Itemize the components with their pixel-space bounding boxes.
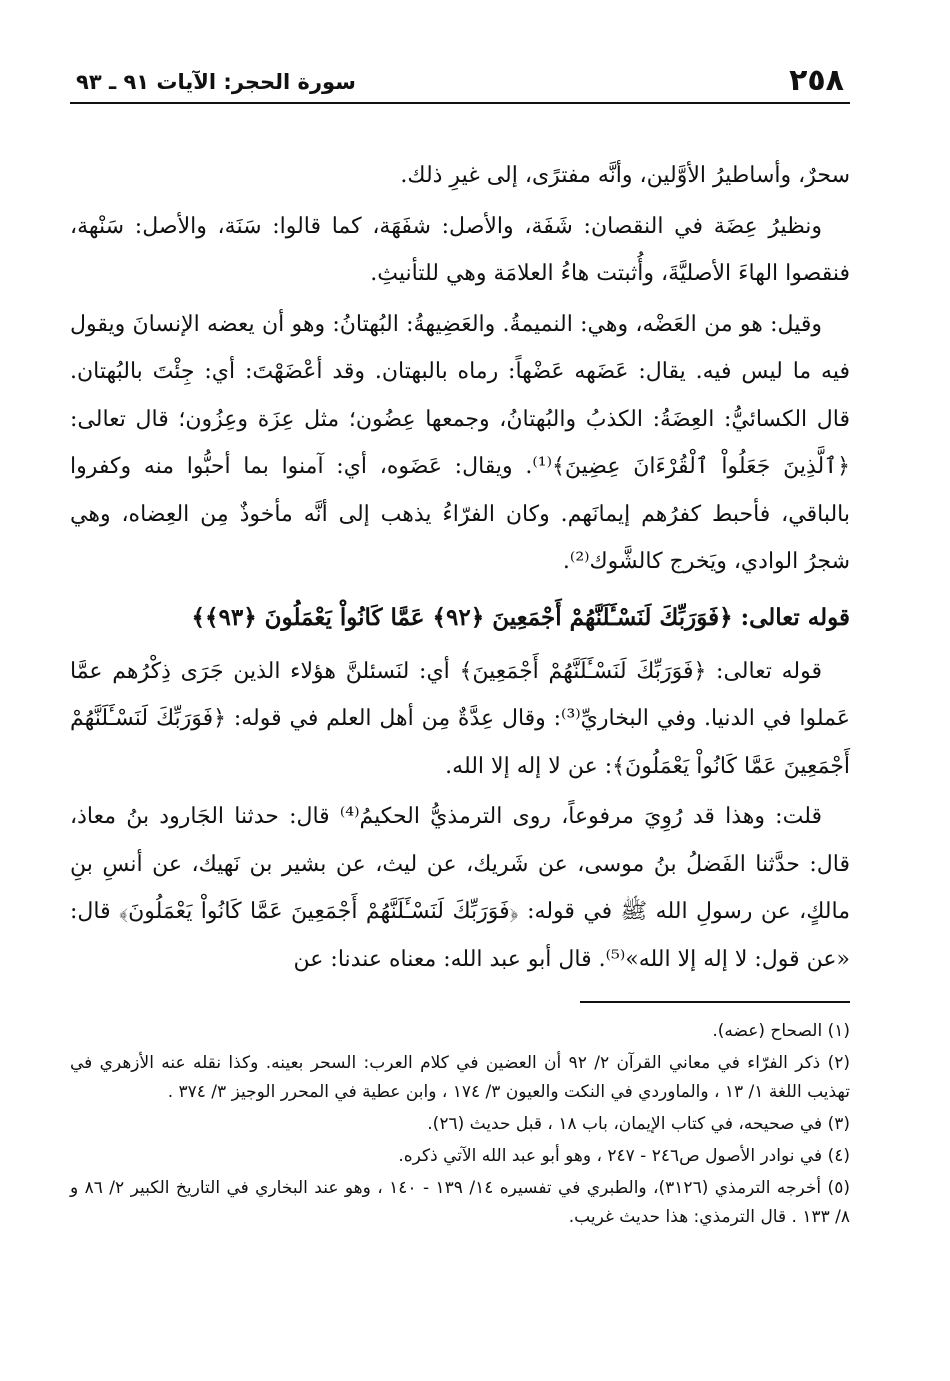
verse-heading: قوله تعالى: ﴿فَوَرَبِّكَ لَنَسْـَٔلَنَّهُمْ أَجْمَعِينَ ﴿٩٢﴾ عَمَّا كَانُواْ يَعْمَلُونَ ﴿٩٣﴾﴾ [191,603,850,631]
paragraph-1: سحرٌ، وأساطيرُ الأوَّلين، وأنَّه مفترًى، إلى غيرِ ذلك. [400,163,850,188]
footnote-2: (٢) ذكر الفرّاء في معاني القرآن ٢/ ٩٢ أن العضين في كلام العرب: السحر بعينه. وكذا نقله عنه الأزهري في تهذيب اللغة ١/ ١٣ ، والماوردي في النكت والعيون ٣/ ١٧٤ ، وابن عطية في المحرر الوجيز ٣/ ٣٧٤ . [70,1053,850,1102]
footnote-separator [580,1001,850,1003]
main-text [70,152,850,983]
running-title: سورة الحجر: الآيات ٩١ ـ ٩٣ [76,70,356,94]
paragraph-4: قوله تعالى: ﴿فَوَرَبِّكَ لَنَسْـَٔلَنَّهُمْ أَجْمَعِينَ﴾ أي: لنَسئلنَّ هؤلاء الذين جَرَى ذِكْرُهم عمَّا عَملوا في الدنيا. وفي البخاريِّ⁽³⁾: وقال عِدَّةٌ مِن أهل العلم في قوله: ﴿فَوَرَبِّكَ لَنَسْـَٔلَنَّهُمْ أَجْمَعِينَ عَمَّا كَانُواْ يَعْمَلُونَ﴾: عن لا إله إلا الله. [70,658,850,779]
footnote-4: (٤) في نوادر الأصول ص٢٤٦ - ٢٤٧ ، وهو أبو عبد الله الآتي ذكره. [398,1146,850,1166]
page-header [70,62,850,104]
paragraph-5: قلت: وهذا قد رُوِيَ مرفوعاً، روى الترمذيُّ الحكيمُ⁽⁴⁾ قال: حدثنا الجَارود بنُ معاذ، قال: حدَّثنا الفَضلُ بنُ موسى، عن شَريك، عن ليث، عن بشير بن نَهيك، عن أنسِ بنِ مالكٍ، عن رسولِ الله ﷺ في قوله: ﴿فَوَرَبِّكَ لَنَسْـَٔلَنَّهُمْ أَجْمَعِينَ عَمَّا كَانُواْ يَعْمَلُونَ﴾ قال: «عن قول: لا إله إلا الله»⁽⁵⁾. قال أبو عبد الله: معناه عندنا: عن [70,804,850,972]
page-number: ٢٥٨ [789,63,844,98]
paragraph-2: ونظيرُ عِضَة في النقصان: شَفَة، والأصل: شفَهَة، كما قالوا: سَنَة، والأصل: سَنْهة، فنقصوا الهاءَ الأصليَّةَ، وأُثبتت هاءُ العلامَة وهي للتأنيثِ. [70,213,850,286]
paragraph-3: وقيل: هو من العَضْه، وهي: النميمةُ. والعَضِيهةُ: البُهتانُ: وهو أن يعضه الإنسانَ ويقول فيه ما ليس فيه. يقال: عَضَهه عَضْهاً: رماه بالبهتان. وقد أعْضَهْتَ: أي: جِئْتَ بالبُهتان. قال الكسائيُّ: العِضَةُ: الكذبُ والبُهتانُ، وجمعها عِضُون؛ مثل عِزَة وعِزُون؛ قال تعالى: ﴿ٱلَّذِينَ جَعَلُواْ ٱلْقُرْءَانَ عِضِينَ﴾⁽¹⁾. ويقال: عَضَوه، أي: آمنوا بما أحبُّوا منه وكفروا بالباقي، فأحبط كفرُهم إيمانَهم. وكان الفرّاءُ يذهب إلى أنَّه مأخوذٌ مِن العِضاه، وهي شجرُ الوادي، ويَخرج كالشَّوك⁽²⁾. [70,311,851,574]
footnotes [70,1017,850,1232]
book-page [70,62,850,1235]
footnote-1: (١) الصحاح (عضه). [712,1021,850,1041]
footnote-3: (٣) في صحيحه، في كتاب الإيمان، باب ١٨ ، قبل حديث (٢٦). [427,1114,850,1134]
footnote-5: (٥) أخرجه الترمذي (٣١٢٦)، والطبري في تفسيره ١٤/ ١٣٩ - ١٤٠ ، وهو عند البخاري في التاريخ الكبير ٢/ ٨٦ و ٨/ ١٣٣ . قال الترمذي: هذا حديث غريب. [70,1178,850,1227]
